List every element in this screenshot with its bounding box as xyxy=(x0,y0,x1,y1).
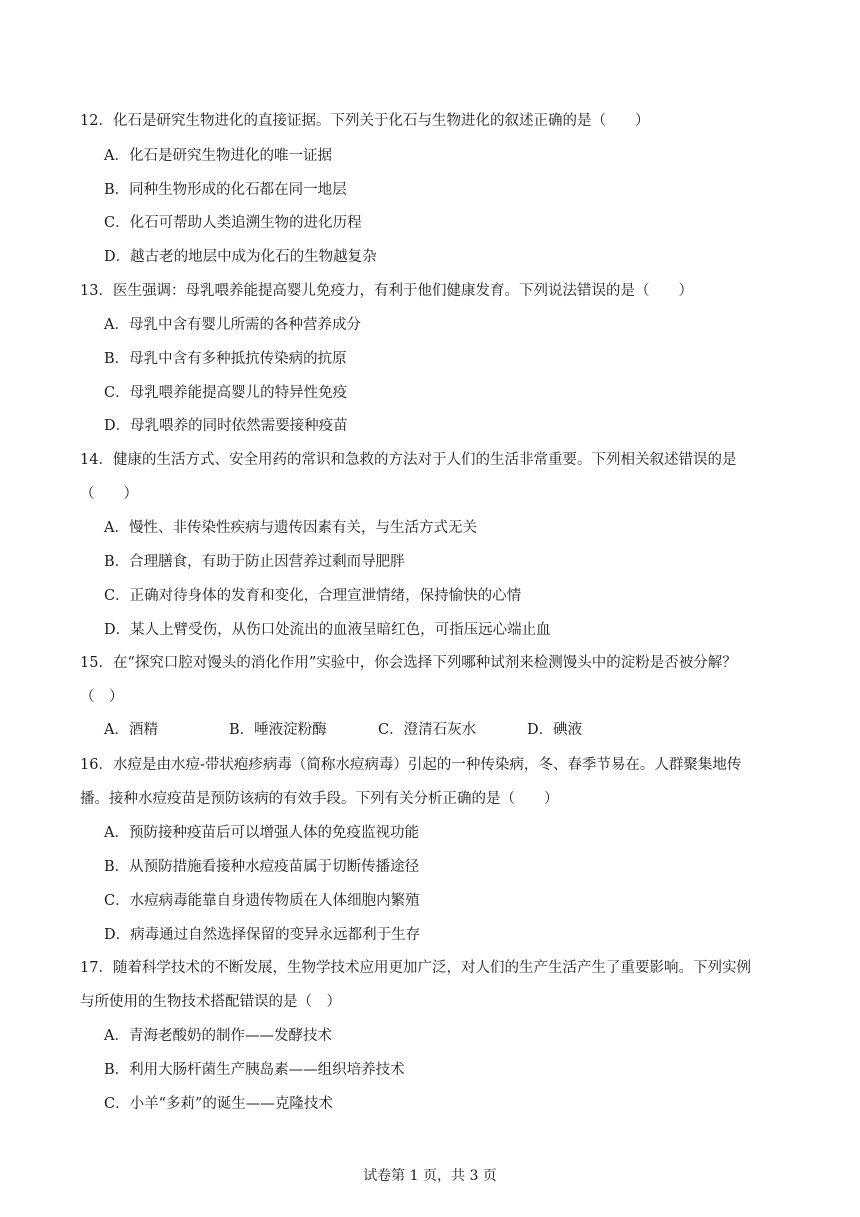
question-13-option-b: B．母乳中含有多种抵抗传染病的抗原 xyxy=(104,351,347,367)
question-14-stem: 14．健康的生活方式、安全用药的常识和急救的方法对于人们的生活非常重要。下列相关叙述错误的是 xyxy=(80,452,737,468)
question-17-stem: 17．随着科学技术的不断发展，生物学技术应用更加广泛，对人们的生产生活产生了重要影响。下列实例 xyxy=(80,960,751,976)
question-12-option-d: D．越古老的地层中成为化石的生物越复杂 xyxy=(104,249,377,265)
question-14-option-d: D．某人上臂受伤，从伤口处流出的血液呈暗红色，可指压远心端止血 xyxy=(104,622,551,638)
question-12-option-c: C．化石可帮助人类追溯生物的进化历程 xyxy=(104,215,362,231)
question-12-option-a: A．化石是研究生物进化的唯一证据 xyxy=(104,148,332,164)
question-14-stem-continued: （ ） xyxy=(80,486,138,502)
question-15-stem-continued: （ ） xyxy=(80,689,124,705)
question-17-option-b: B．利用大肠杆菌生产胰岛素——组织培养技术 xyxy=(104,1062,405,1078)
question-17-option-c: C．小羊“多莉”的诞生——克隆技术 xyxy=(104,1096,333,1112)
question-13-option-a: A．母乳中含有婴儿所需的各种营养成分 xyxy=(104,317,361,333)
question-17-stem-continued: 与所使用的生物技术搭配错误的是（ ） xyxy=(80,994,341,1010)
question-15-option-d: D．碘液 xyxy=(527,722,583,738)
question-12-stem: 12．化石是研究生物进化的直接证据。下列关于化石与生物进化的叙述正确的是（ ） xyxy=(80,113,650,129)
question-16-option-b: B．从预防措施看接种水痘疫苗属于切断传播途径 xyxy=(104,859,420,875)
question-16-stem: 16．水痘是由水痘-带状疱疹病毒（简称水痘病毒）引起的一种传染病，冬、春季节易在。人群聚集地传 xyxy=(80,757,742,773)
question-12-option-b: B．同种生物形成的化石都在同一地层 xyxy=(104,182,347,198)
question-14-option-a: A．慢性、非传染性疾病与遗传因素有关，与生活方式无关 xyxy=(104,520,477,536)
question-14-option-b: B．合理膳食，有助于防止因营养过剩而导肥胖 xyxy=(104,554,405,570)
question-15-option-c: C．澄清石灰水 xyxy=(378,722,477,738)
question-13-stem: 13．医生强调：母乳喂养能提高婴儿免疫力，有利于他们健康发育。下列说法错误的是（ ） xyxy=(80,283,693,299)
question-16-stem-continued: 播。接种水痘疫苗是预防该病的有效手段。下列有关分析正确的是（ ） xyxy=(80,791,559,807)
question-13-option-d: D．母乳喂养的同时依然需要接种疫苗 xyxy=(104,418,348,434)
question-16-option-d: D．病毒通过自然选择保留的变异永远都利于生存 xyxy=(104,927,421,943)
question-14-option-c: C．正确对待身体的发育和变化，合理宣泄情绪，保持愉快的心情 xyxy=(104,588,522,604)
question-15-option-b: B．唾液淀粉酶 xyxy=(229,722,327,738)
question-13-option-c: C．母乳喂养能提高婴儿的特异性免疫 xyxy=(104,385,348,401)
question-15-option-a: A．酒精 xyxy=(104,722,158,738)
question-16-option-a: A．预防接种疫苗后可以增强人体的免疫监视功能 xyxy=(104,825,419,841)
question-15-stem: 15．在“探究口腔对馒头的消化作用”实验中，你会选择下列哪种试剂来检测馒头中的淀粉是否被分解？ xyxy=(80,655,737,671)
question-16-option-c: C．水痘病毒能靠自身遗传物质在人体细胞内繁殖 xyxy=(104,893,420,909)
page-footer: 试卷第 1 页，共 3 页 xyxy=(363,1168,497,1184)
question-17-option-a: A．青海老酸奶的制作——发酵技术 xyxy=(104,1028,332,1044)
